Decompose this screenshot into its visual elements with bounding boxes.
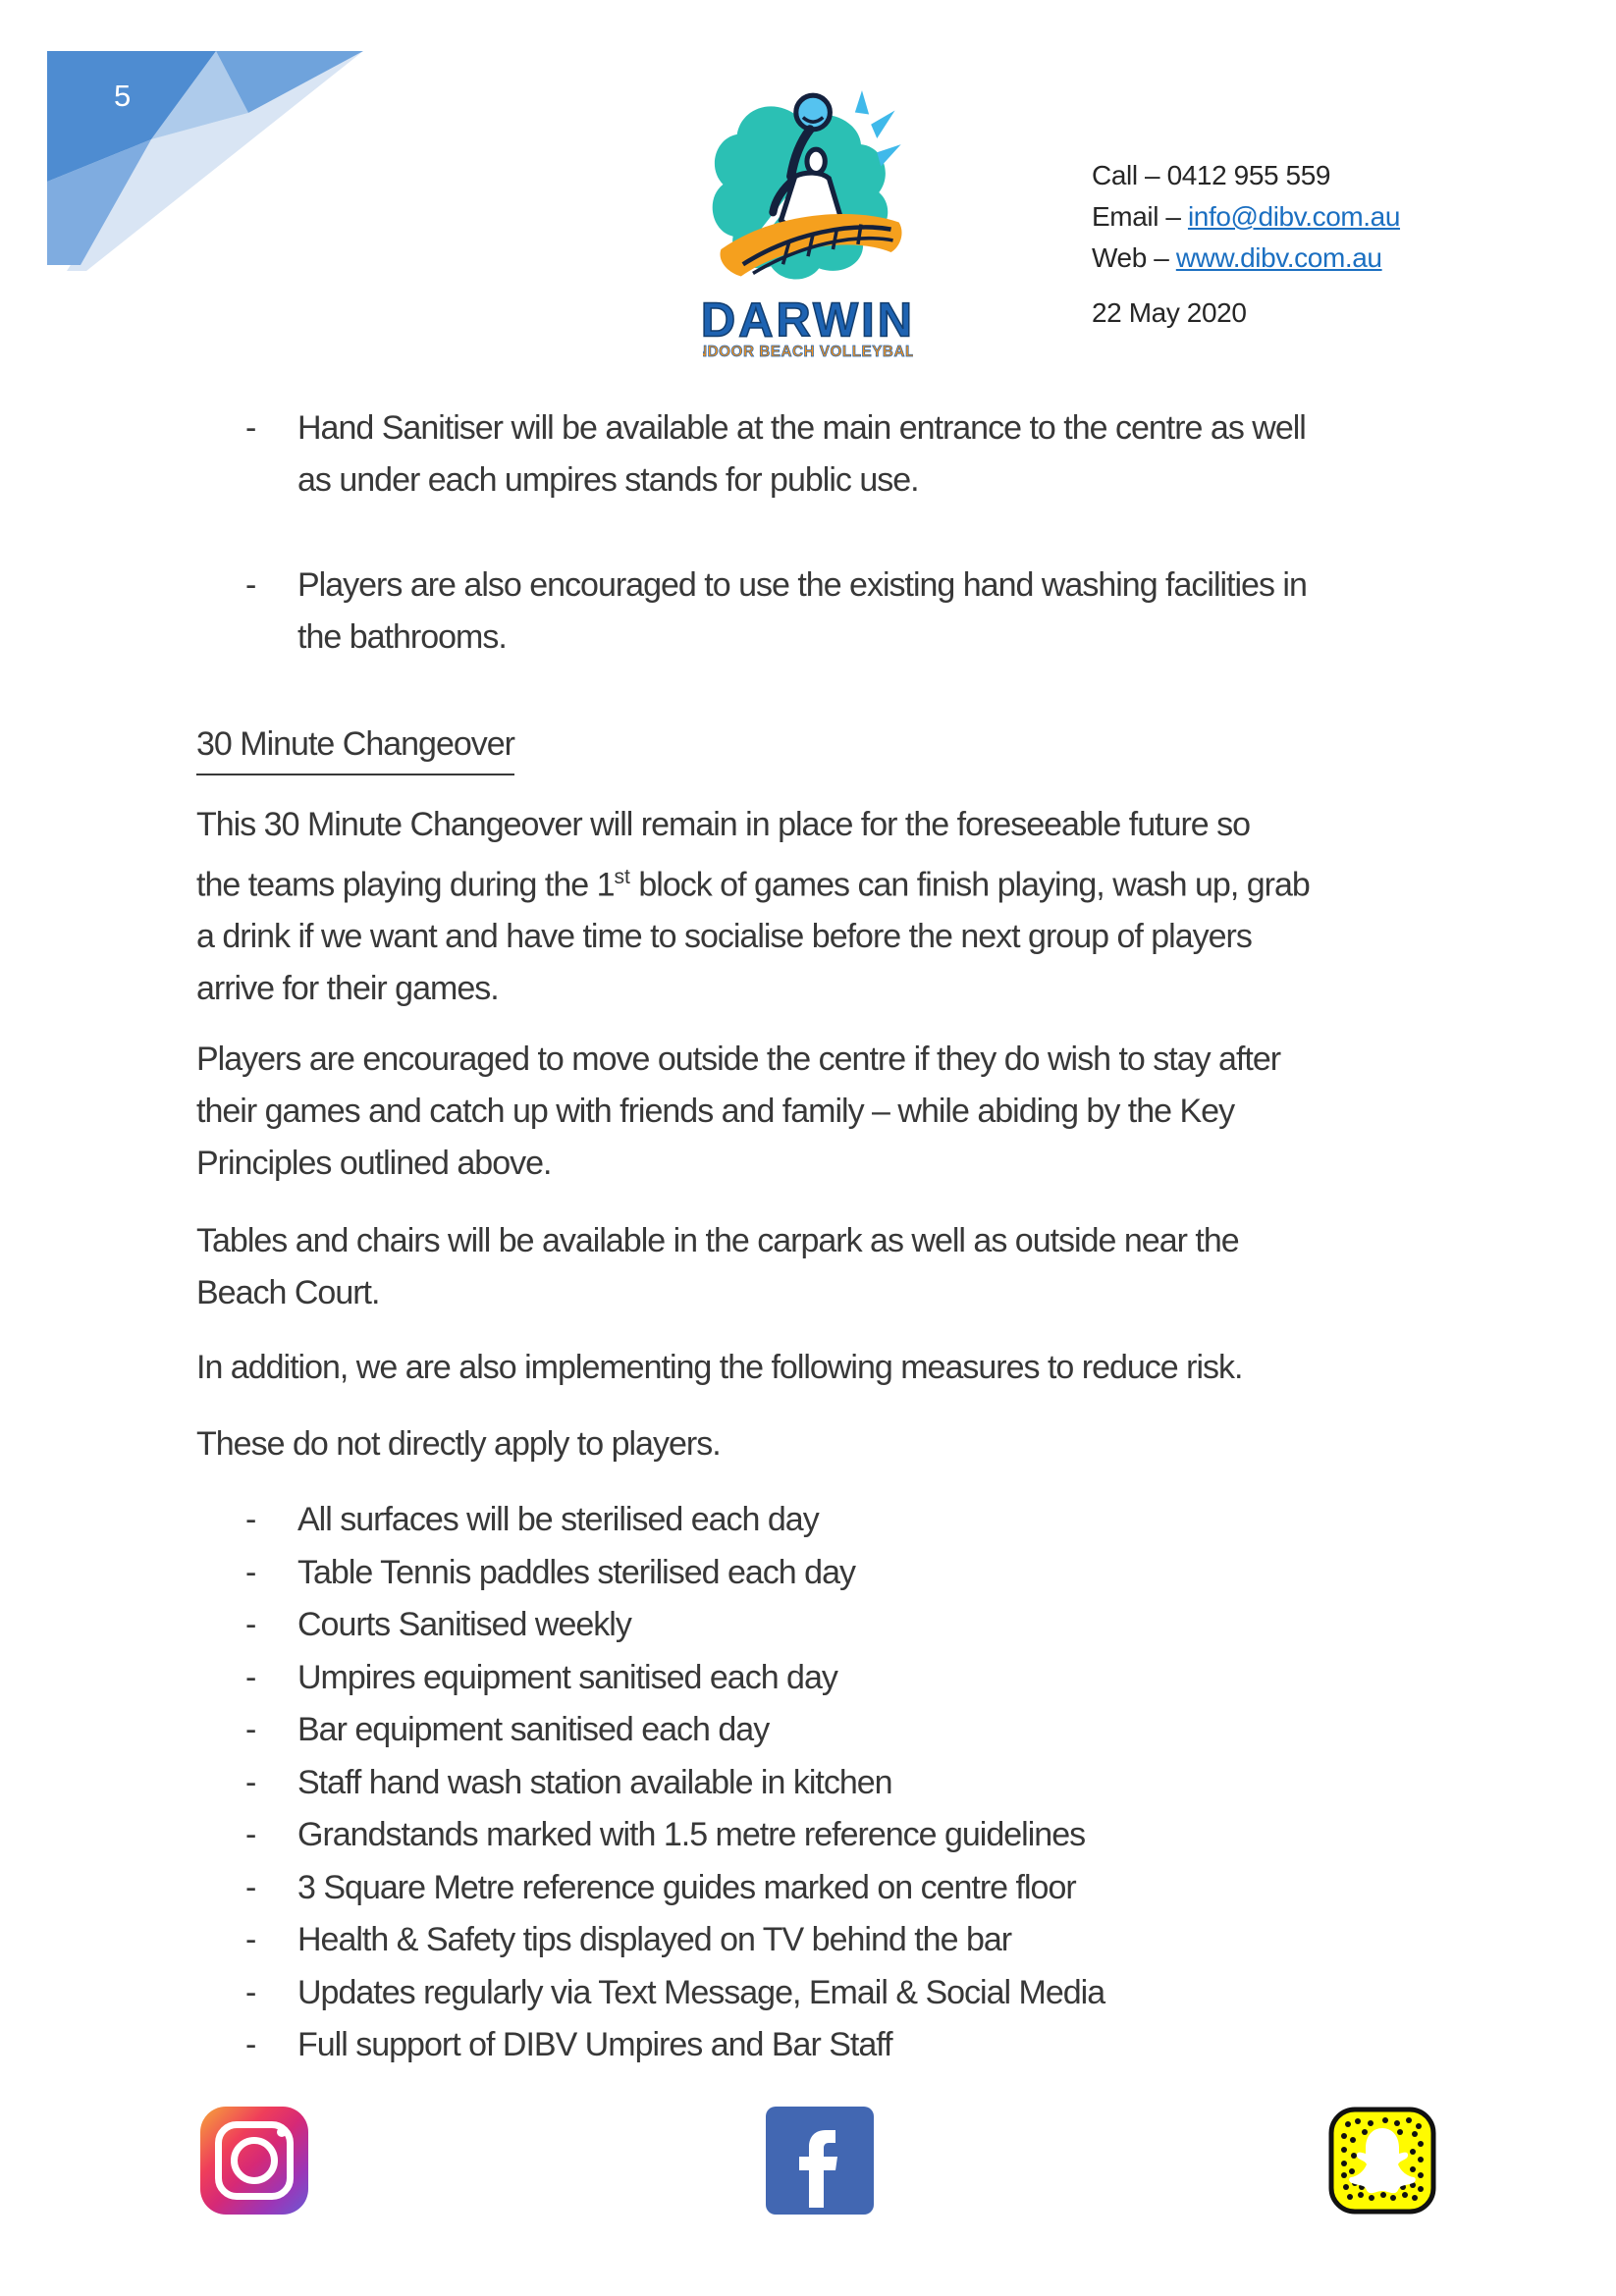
paragraph-line: Beach Court.: [196, 1274, 380, 1311]
paragraph: [196, 799, 1310, 1015]
player-head: [807, 149, 825, 173]
bullet-dash: -: [245, 1868, 256, 1906]
bullet-dash: -: [245, 1816, 256, 1853]
measure-text: 3 Square Metre reference guides marked on centre floor: [297, 1868, 1076, 1906]
instagram-dot: [277, 2127, 287, 2137]
corner-triangles-graphic: [47, 51, 363, 271]
measure-text: Staff hand wash station available in kitchen: [297, 1763, 892, 1801]
call-label: Call –: [1092, 160, 1167, 190]
logo-subtitle: INDOOR BEACH VOLLEYBALL: [703, 343, 913, 359]
bullet-line: as under each umpires stands for public use.: [297, 461, 919, 499]
bullet-text: [297, 560, 1307, 664]
section-heading: 30 Minute Changeover: [196, 719, 514, 775]
paragraph-line: Players are encouraged to move outside the centre if they do wish to stay after: [196, 1041, 1281, 1078]
bullet-dash: -: [245, 566, 256, 604]
dibv-logo: [703, 84, 913, 359]
bullet-dash: -: [245, 1921, 256, 1958]
speed-line-icon: [871, 110, 894, 138]
paragraph-line: These do not directly apply to players.: [196, 1425, 721, 1463]
bullet-line: the bathrooms.: [297, 618, 507, 656]
document-date: 22 May 2020: [1092, 297, 1247, 328]
intro-bullet-item: [245, 560, 1307, 664]
instagram-lens: [231, 2137, 278, 2184]
measure-item: [245, 1809, 1104, 1862]
paragraph: [196, 1342, 1242, 1394]
measure-text: Full support of DIBV Umpires and Bar Staff: [297, 2026, 892, 2063]
measure-text: Courts Sanitised weekly: [297, 1606, 631, 1643]
phone-number: 0412 955 559: [1166, 160, 1331, 190]
section-heading-wrap: [196, 719, 514, 775]
ordinal-superscript: st: [614, 866, 630, 888]
paragraph-line: This 30 Minute Changeover will remain in place for the foreseeable future so: [196, 806, 1251, 843]
paragraph: [196, 1034, 1280, 1190]
speed-line-icon: [855, 90, 869, 114]
measure-item: [245, 1967, 1104, 2020]
bullet-text: [297, 402, 1306, 507]
paragraph-line: [196, 851, 1310, 911]
line-text: the teams playing during the 1: [196, 866, 615, 904]
bullet-dash: -: [245, 2026, 256, 2063]
contact-call-row: [1092, 155, 1400, 196]
bullet-dash: -: [245, 1763, 256, 1801]
measure-text: Updates regularly via Text Message, Email & Social Media: [297, 1973, 1105, 2011]
measure-text: Table Tennis paddles sterilised each day: [297, 1553, 855, 1591]
web-label: Web –: [1092, 242, 1176, 273]
paragraph: [196, 1418, 721, 1470]
volleyball-icon: [796, 95, 831, 130]
contact-web-row: [1092, 238, 1400, 279]
bullet-line: Players are also encouraged to use the existing hand washing facilities in: [297, 566, 1307, 604]
paragraph: [196, 1215, 1239, 1319]
measure-item: [245, 1704, 1104, 1757]
measure-item: [245, 1862, 1104, 1915]
bullet-dash: -: [245, 1606, 256, 1643]
bullet-dash: -: [245, 1501, 256, 1538]
bullet-dash: -: [245, 1658, 256, 1696]
measure-text: All surfaces will be sterilised each day: [297, 1501, 819, 1538]
page-number: 5: [114, 79, 132, 113]
measure-item: [245, 2019, 1104, 2072]
measures-list: [245, 1494, 1104, 2072]
measure-text: Bar equipment sanitised each day: [297, 1711, 770, 1748]
contact-block: [1092, 155, 1400, 279]
snapchat-icon[interactable]: [1328, 2107, 1436, 2215]
line-text: block of games can finish playing, wash up, grab: [629, 866, 1310, 904]
speed-line-icon: [877, 144, 900, 166]
volleyball-logo-icon: [703, 84, 913, 359]
paragraph-line: arrive for their games.: [196, 970, 499, 1008]
paragraph-line: Principles outlined above.: [196, 1145, 552, 1182]
bullet-dash: -: [245, 409, 256, 447]
email-label: Email –: [1092, 201, 1188, 232]
intro-bullet-item: [245, 402, 1306, 507]
bullet-dash: -: [245, 1711, 256, 1748]
paragraph-line: In addition, we are also implementing the following measures to reduce risk.: [196, 1349, 1243, 1386]
measure-text: Umpires equipment sanitised each day: [297, 1658, 837, 1696]
measure-item: [245, 1757, 1104, 1810]
paragraph-line: their games and catch up with friends and family – while abiding by the Key: [196, 1093, 1235, 1130]
web-link[interactable]: www.dibv.com.au: [1175, 242, 1382, 273]
measure-text: Health & Safety tips displayed on TV behind the bar: [297, 1921, 1012, 1958]
page-number-graphic: [47, 51, 363, 271]
email-link[interactable]: info@dibv.com.au: [1187, 201, 1401, 232]
measure-item: [245, 1914, 1104, 1967]
measure-item: [245, 1599, 1104, 1652]
measure-text: Grandstands marked with 1.5 metre reference guidelines: [297, 1816, 1086, 1853]
contact-email-row: [1092, 196, 1400, 238]
bullet-dash: -: [245, 1973, 256, 2011]
bullet-line: Hand Sanitiser will be available at the main entrance to the centre as well: [297, 409, 1306, 447]
paragraph-line: Tables and chairs will be available in the carpark as well as outside near the: [196, 1222, 1239, 1259]
logo-title: DARWIN: [703, 294, 913, 347]
measure-item: [245, 1652, 1104, 1705]
instagram-icon[interactable]: [200, 2107, 308, 2215]
paragraph-line: a drink if we want and have time to socialise before the next group of players: [196, 918, 1252, 956]
facebook-icon[interactable]: [766, 2107, 874, 2215]
facebook-f-glyph: [799, 2130, 837, 2208]
bullet-dash: -: [245, 1553, 256, 1591]
measure-item: [245, 1494, 1104, 1547]
measure-item: [245, 1547, 1104, 1600]
